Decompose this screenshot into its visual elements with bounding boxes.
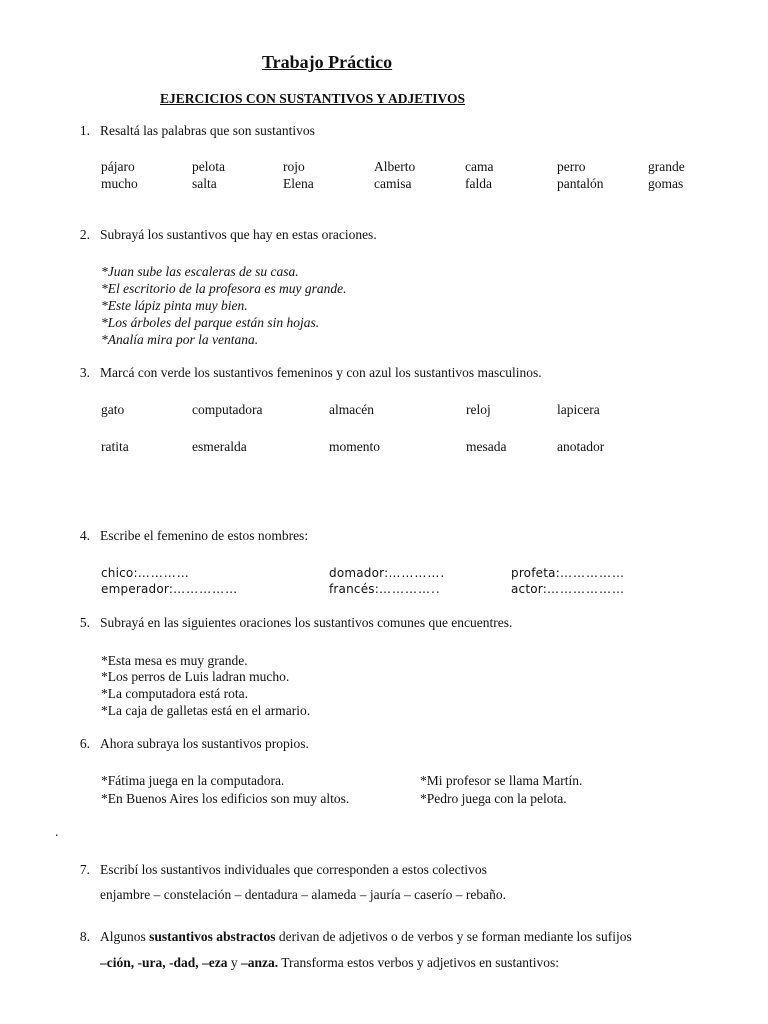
exercise-instruction: Subrayá los sustantivos que hay en estas oraciones.: [100, 227, 377, 242]
exercise-number: 8.: [79, 929, 90, 944]
word: ratita: [101, 439, 129, 454]
word: pantalón: [557, 176, 604, 191]
blank-line[interactable]: ……………: [559, 566, 625, 580]
bold-suffixes: –ción, -ura, -dad, –eza: [100, 955, 228, 970]
word: emperador:: [101, 582, 174, 596]
word-list: enjambre – constelación – dentadura – alameda – jauría – caserío – rebaño.: [100, 887, 506, 902]
stray-dot: .: [55, 824, 59, 839]
exercise-number: 7.: [79, 862, 90, 877]
sentence: *La caja de galletas está en el armario.: [101, 703, 311, 718]
text-segment: Transforma estos verbos y adjetivos en sustantivos:: [278, 955, 559, 970]
exercise-instruction: Ahora subraya los sustantivos propios.: [100, 736, 309, 751]
fill-in-item: [101, 582, 238, 596]
page-subtitle: EJERCICIOS CON SUSTANTIVOS Y ADJETIVOS: [160, 91, 466, 106]
sentence: *Fátima juega en la computadora.: [101, 773, 285, 788]
word: francés:: [329, 582, 379, 596]
word: grande: [648, 159, 685, 174]
exercise-number: 3.: [79, 365, 90, 380]
word: gomas: [648, 176, 684, 191]
sentence: *Esta mesa es muy grande.: [101, 653, 248, 668]
fill-in-item: [511, 566, 625, 580]
exercise-instruction: Subrayá en las siguientes oraciones los sustantivos comunes que encuentres.: [100, 615, 513, 630]
exercise-instruction: Escribe el femenino de estos nombres:: [100, 528, 309, 543]
sentence: *El escritorio de la profesora es muy grande.: [101, 281, 347, 296]
exercise-number: 6.: [79, 736, 90, 751]
exercise-instruction: Resaltá las palabras que son sustantivos: [100, 123, 315, 138]
word: Alberto: [374, 159, 416, 174]
word: Elena: [283, 176, 314, 191]
blank-line[interactable]: ………….: [388, 566, 446, 580]
fill-in-item: [101, 566, 190, 580]
sentence: *En Buenos Aires los edificios son muy altos.: [101, 791, 350, 806]
exercise-number: 2.: [79, 227, 90, 242]
word: mesada: [466, 439, 507, 454]
word: profeta:: [511, 566, 560, 580]
blank-line[interactable]: …………..: [379, 582, 441, 596]
word: esmeralda: [192, 439, 247, 454]
fill-in-item: [329, 566, 445, 580]
exercise-number: 4.: [79, 528, 90, 543]
text-segment: Algunos: [100, 929, 150, 944]
text-segment: derivan de adjetivos o de verbos y se forman mediante los sufijos: [275, 929, 632, 944]
blank-line[interactable]: ……………: [173, 582, 239, 596]
text-segment: y: [227, 955, 241, 970]
fill-in-item: [329, 582, 441, 596]
exercise-instruction-cont: [100, 955, 559, 971]
sentence: *Los perros de Luis ladran mucho.: [101, 669, 290, 684]
exercise-instruction: Escribí los sustantivos individuales que corresponden a estos colectivos: [100, 862, 487, 877]
sentence: *Pedro juega con la pelota.: [420, 791, 567, 806]
word: camisa: [374, 176, 412, 191]
word: pájaro: [101, 159, 135, 174]
word: salta: [192, 176, 217, 191]
sentence: *Este lápiz pinta muy bien.: [101, 298, 248, 313]
word: perro: [557, 159, 586, 174]
word: pelota: [192, 159, 225, 174]
exercise-instruction: [100, 929, 632, 945]
word: mucho: [101, 176, 138, 191]
fill-in-item: [511, 582, 625, 596]
word: falda: [465, 176, 492, 191]
word: rojo: [283, 159, 305, 174]
word: lapicera: [557, 402, 600, 417]
exercise-number: 1.: [79, 123, 90, 138]
word: gato: [101, 402, 125, 417]
word: momento: [329, 439, 380, 454]
blank-line[interactable]: …………: [137, 566, 190, 580]
sentence: *La computadora está rota.: [101, 686, 248, 701]
word: computadora: [192, 402, 263, 417]
bold-term: sustantivos abstractos: [149, 929, 276, 944]
word: actor:: [511, 582, 547, 596]
sentence: *Mi profesor se llama Martín.: [420, 773, 583, 788]
sentence: *Los árboles del parque están sin hojas.: [101, 315, 320, 330]
word: domador:: [329, 566, 389, 580]
word: chico:: [101, 566, 138, 580]
blank-line[interactable]: ………………: [546, 582, 625, 596]
bold-suffix: –anza.: [241, 955, 279, 970]
sentence: *Juan sube las escaleras de su casa.: [101, 264, 299, 279]
word: almacén: [329, 402, 374, 417]
word: cama: [465, 159, 494, 174]
word: anotador: [557, 439, 605, 454]
exercise-instruction: Marcá con verde los sustantivos femeninos y con azul los sustantivos masculinos.: [100, 365, 542, 380]
exercise-number: 5.: [79, 615, 90, 630]
page-title: Trabajo Práctico: [262, 52, 393, 72]
word: reloj: [466, 402, 491, 417]
sentence: *Analía mira por la ventana.: [101, 332, 259, 347]
